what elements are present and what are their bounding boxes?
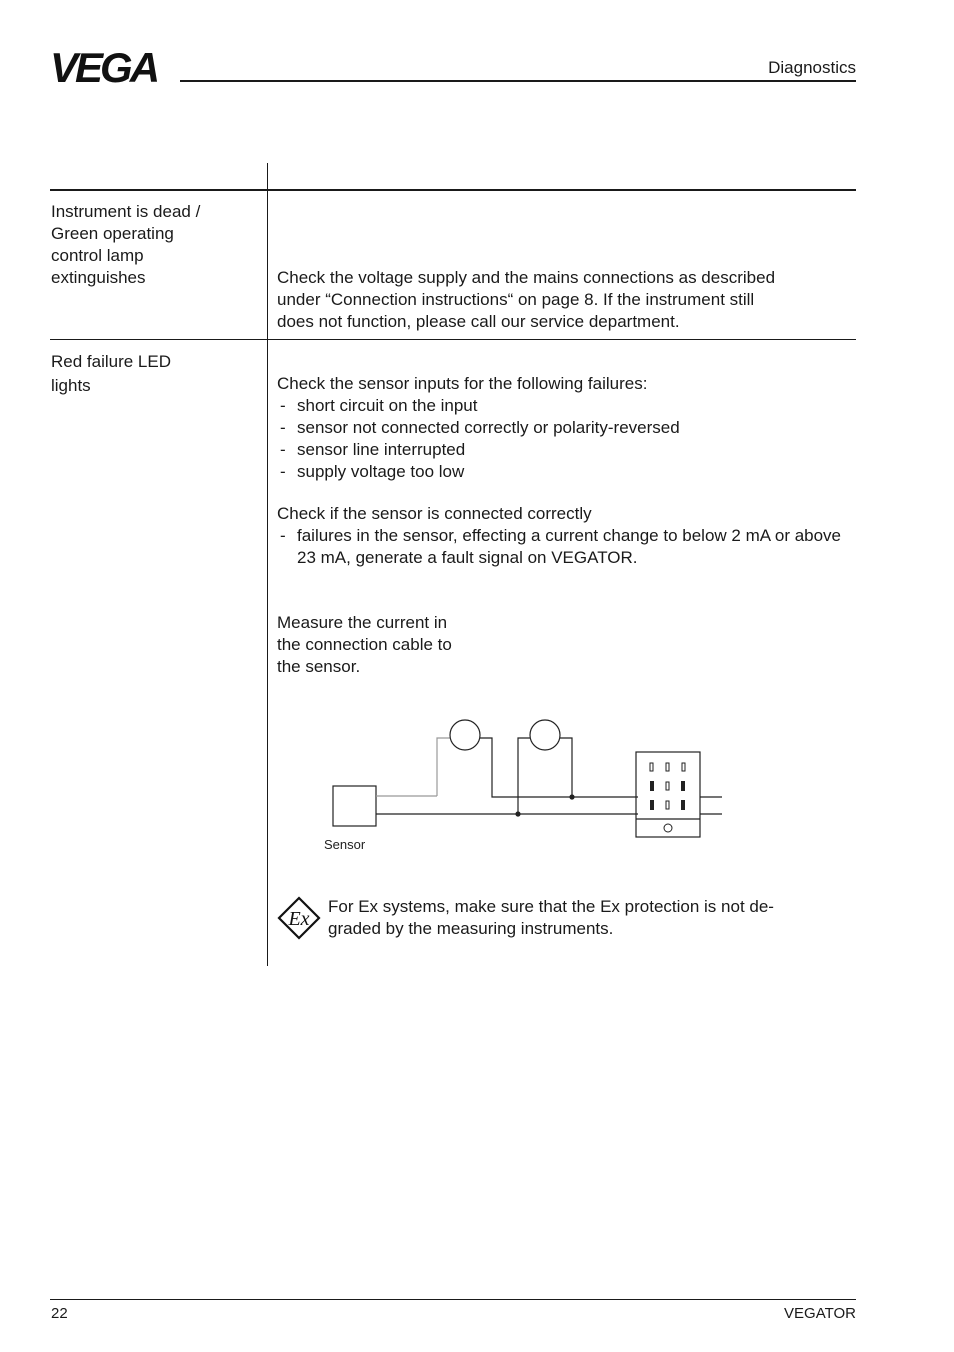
header-rule xyxy=(180,80,856,82)
vega-logo-graphic xyxy=(50,48,172,86)
junction-dot xyxy=(569,794,574,799)
ex-protection-icon xyxy=(277,896,321,940)
junction-dot xyxy=(515,811,520,816)
sensor-label: Sensor xyxy=(324,837,366,852)
ex-note-line: For Ex systems, make sure that the Ex protection is not de- xyxy=(328,897,774,916)
symptom-line: control lamp xyxy=(51,246,144,265)
list-item: - supply voltage too low xyxy=(277,461,680,483)
row-divider xyxy=(50,339,856,340)
wire-upper-to-terminal xyxy=(480,738,638,797)
measure-line: does not function, please call our service department. xyxy=(277,312,680,331)
product-name: VEGATOR xyxy=(784,1305,856,1322)
symptom-line: Instrument is dead / xyxy=(51,202,201,221)
measure-line: under “Connection instructions“ on page 8. If the instrument still xyxy=(277,290,755,309)
measure-line: the connection cable to xyxy=(277,635,452,654)
list-item: - short circuit on the input xyxy=(277,395,680,417)
connection-check-block xyxy=(277,503,857,569)
terminal-block-icon xyxy=(636,752,700,837)
failure-check-title: Check the sensor inputs for the following failures: xyxy=(277,374,648,393)
list-item: - failures in the sensor, effecting a current change to below 2 mA or above 23 mA, generate a fault signal on VEGATOR. xyxy=(277,525,857,569)
svg-text:Ex: Ex xyxy=(288,908,310,930)
failure-check-block xyxy=(277,373,680,483)
ammeter-1-icon xyxy=(450,720,480,750)
measure-current-block xyxy=(277,612,452,678)
symptom-line: Green operating xyxy=(51,224,174,243)
failure-list xyxy=(277,395,680,483)
list-item: - sensor not connected correctly or polarity-reversed xyxy=(277,417,680,439)
table-top-rule xyxy=(50,189,856,191)
wire-meter-return xyxy=(560,738,572,797)
wire-lower-to-meter xyxy=(518,738,530,814)
connection-check-title: Check if the sensor is connected correctly xyxy=(277,504,592,523)
list-item: - sensor line interrupted xyxy=(277,439,680,461)
ammeter-2-icon xyxy=(530,720,560,750)
wiring-diagram xyxy=(300,710,740,860)
row1-symptom xyxy=(51,201,200,289)
section-title: Diagnostics xyxy=(768,58,856,77)
measure-line: the sensor. xyxy=(277,657,361,676)
measure-line: Check the voltage supply and the mains connections as described xyxy=(277,268,776,287)
symptom-line: extinguishes xyxy=(51,268,146,287)
ex-note xyxy=(328,896,774,940)
vega-logo-text: VEGA xyxy=(50,48,158,86)
ex-note-line: graded by the measuring instruments. xyxy=(328,919,614,938)
row2-symptom xyxy=(51,350,171,398)
connection-list xyxy=(277,525,857,569)
sensor-box xyxy=(333,786,376,826)
vega-logo xyxy=(50,48,172,91)
page-number: 22 xyxy=(51,1305,68,1322)
column-divider xyxy=(267,163,268,966)
wire-upper-to-meter xyxy=(437,738,450,796)
symptom-line: lights xyxy=(51,376,91,395)
footer-rule xyxy=(50,1299,856,1300)
row1-measure xyxy=(277,267,775,333)
measure-line: Measure the current in xyxy=(277,613,448,632)
symptom-line: Red failure LED xyxy=(51,352,172,371)
